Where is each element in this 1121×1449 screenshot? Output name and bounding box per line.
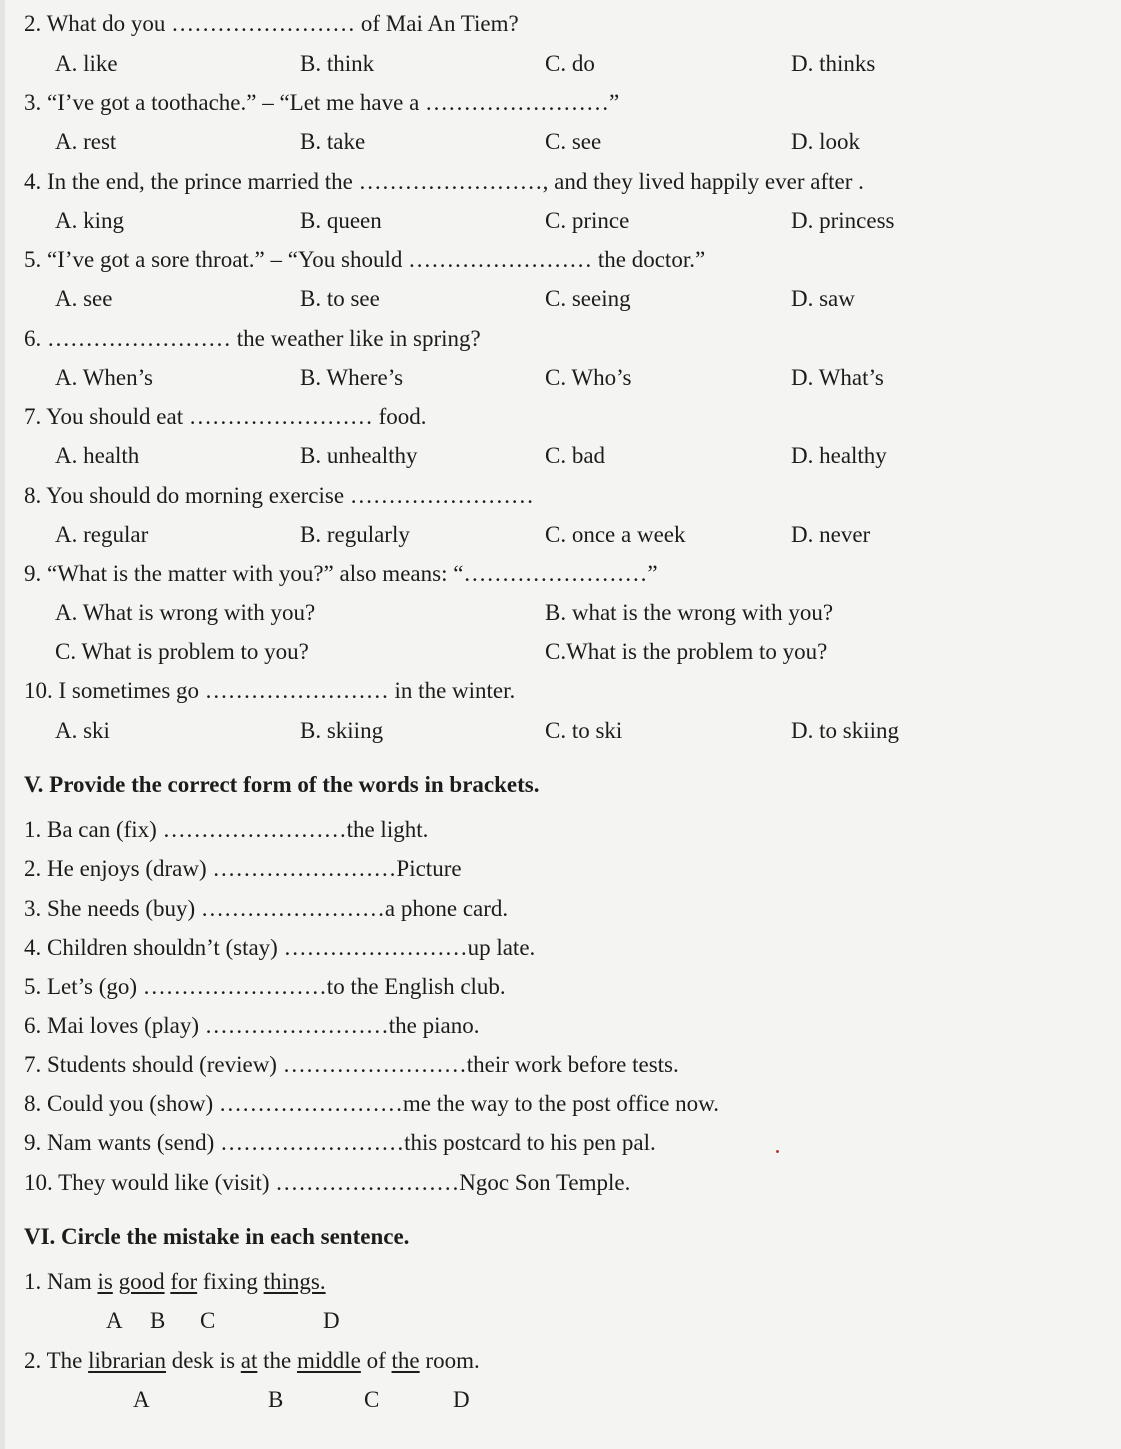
q2-label-c: C xyxy=(364,1387,380,1412)
section-v-item: 8. Could you (show) ……………………me the way to the post office now. xyxy=(24,1091,720,1116)
q4-option-b: B. queen xyxy=(300,208,382,233)
q8-stem: 8. You should do morning exercise …………………… xyxy=(24,483,534,508)
q6-option-c: C. Who’s xyxy=(545,365,632,390)
page-edge-shadow xyxy=(0,0,5,1449)
q2-option-b: B. think xyxy=(300,51,375,76)
q4-option-c: C. prince xyxy=(545,208,630,233)
q8-option-b: B. regularly xyxy=(300,522,410,547)
q9-option-a: A. What is wrong with you? xyxy=(55,600,316,625)
red-ink-dot xyxy=(776,1150,779,1153)
q2-underlined-b: at xyxy=(240,1348,258,1373)
q9-option-d: C.What is the problem to you? xyxy=(545,639,828,664)
q3-option-a: A. rest xyxy=(55,129,117,154)
q5-option-c: C. seeing xyxy=(545,286,631,311)
q2-stem: 2. What do you …………………… of Mai An Tiem? xyxy=(24,11,519,36)
q2-word: desk is xyxy=(171,1348,236,1373)
q6-option-d: D. What’s xyxy=(791,365,884,390)
q1-label-b: B xyxy=(150,1308,166,1333)
q8-option-a: A. regular xyxy=(55,522,149,547)
section-v-item: 7. Students should (review) ……………………their work before tests. xyxy=(24,1052,679,1077)
q4-option-a: A. king xyxy=(55,208,124,233)
q4-option-d: D. princess xyxy=(791,208,895,233)
section-v-item: 2. He enjoys (draw) ……………………Picture xyxy=(24,856,462,881)
q1-word: fixing xyxy=(202,1269,258,1294)
q4-stem: 4. In the end, the prince married the ……………………, and they lived happily ever after . xyxy=(24,169,864,194)
q1-label-d: D xyxy=(323,1308,340,1333)
section-v-item: 4. Children shouldn’t (stay) ……………………up late. xyxy=(24,935,536,960)
q2-option-a: A. like xyxy=(55,51,118,76)
q8-option-c: C. once a week xyxy=(545,522,686,547)
q1-label-a: A xyxy=(106,1308,123,1333)
q10-option-a: A. ski xyxy=(55,718,110,743)
q10-option-d: D. to skiing xyxy=(791,718,899,743)
q2-label-d: D xyxy=(453,1387,470,1412)
q10-option-b: B. skiing xyxy=(300,718,384,743)
q6-option-a: A. When’s xyxy=(55,365,153,390)
q2-word: of xyxy=(366,1348,386,1373)
q2-word: room. xyxy=(425,1348,480,1373)
q7-option-a: A. health xyxy=(55,443,140,468)
section-vi-heading: VI. Circle the mistake in each sentence. xyxy=(24,1224,410,1249)
q3-option-c: C. see xyxy=(545,129,602,154)
q7-option-c: C. bad xyxy=(545,443,606,468)
section-v-item: 6. Mai loves (play) ……………………the piano. xyxy=(24,1013,480,1038)
section-v-item: 5. Let’s (go) ……………………to the English club. xyxy=(24,974,506,999)
q7-option-d: D. healthy xyxy=(791,443,887,468)
q2-underlined-d: the xyxy=(391,1348,420,1373)
q9-option-c: C. What is problem to you? xyxy=(55,639,309,664)
q2-option-c: C. do xyxy=(545,51,595,76)
q1-word: Nam xyxy=(47,1269,92,1294)
q5-stem: 5. “I’ve got a sore throat.” – “You should …………………… the doctor.” xyxy=(24,247,706,272)
q3-stem: 3. “I’ve got a toothache.” – “Let me have a ……………………” xyxy=(24,90,620,115)
section-vi-q2-sentence xyxy=(24,1347,480,1375)
section-v-item: 9. Nam wants (send) ……………………this postcard to his pen pal. xyxy=(24,1130,656,1155)
q10-stem: 10. I sometimes go …………………… in the winter. xyxy=(24,678,516,703)
q2-label-a: A xyxy=(133,1387,150,1412)
section-v-item: 3. She needs (buy) ……………………a phone card. xyxy=(24,896,509,921)
q1-underlined-d: things. xyxy=(263,1269,326,1294)
q5-option-a: A. see xyxy=(55,286,113,311)
section-vi-q1-sentence xyxy=(24,1268,326,1296)
section-v-item: 10. They would like (visit) ……………………Ngoc Son Temple. xyxy=(24,1170,631,1195)
q5-option-d: D. saw xyxy=(791,286,855,311)
section-v-heading: V. Provide the correct form of the words in brackets. xyxy=(24,772,540,797)
q1-number: 1. xyxy=(24,1269,42,1294)
q2-option-d: D. thinks xyxy=(791,51,876,76)
q7-stem: 7. You should eat …………………… food. xyxy=(24,404,427,429)
q8-option-d: D. never xyxy=(791,522,871,547)
q9-option-b: B. what is the wrong with you? xyxy=(545,600,834,625)
q1-underlined-b: good xyxy=(118,1269,165,1294)
q2-word: the xyxy=(263,1348,292,1373)
q10-option-c: C. to ski xyxy=(545,718,623,743)
q2-label-b: B xyxy=(268,1387,284,1412)
q1-underlined-c: for xyxy=(170,1269,198,1294)
q3-option-d: D. look xyxy=(791,129,860,154)
q2-word: The xyxy=(46,1348,83,1373)
q7-option-b: B. unhealthy xyxy=(300,443,418,468)
section-v-item: 1. Ba can (fix) ……………………the light. xyxy=(24,817,429,842)
q9-stem: 9. “What is the matter with you?” also means: “……………………” xyxy=(24,561,658,586)
q6-option-b: B. Where’s xyxy=(300,365,404,390)
q2-underlined-a: librarian xyxy=(88,1348,167,1373)
q3-option-b: B. take xyxy=(300,129,366,154)
q1-underlined-a: is xyxy=(97,1269,113,1294)
q1-label-c: C xyxy=(200,1308,216,1333)
q2-number: 2. xyxy=(24,1348,42,1373)
q5-option-b: B. to see xyxy=(300,286,380,311)
q2-underlined-c: middle xyxy=(296,1348,361,1373)
q6-stem: 6. …………………… the weather like in spring? xyxy=(24,326,481,351)
